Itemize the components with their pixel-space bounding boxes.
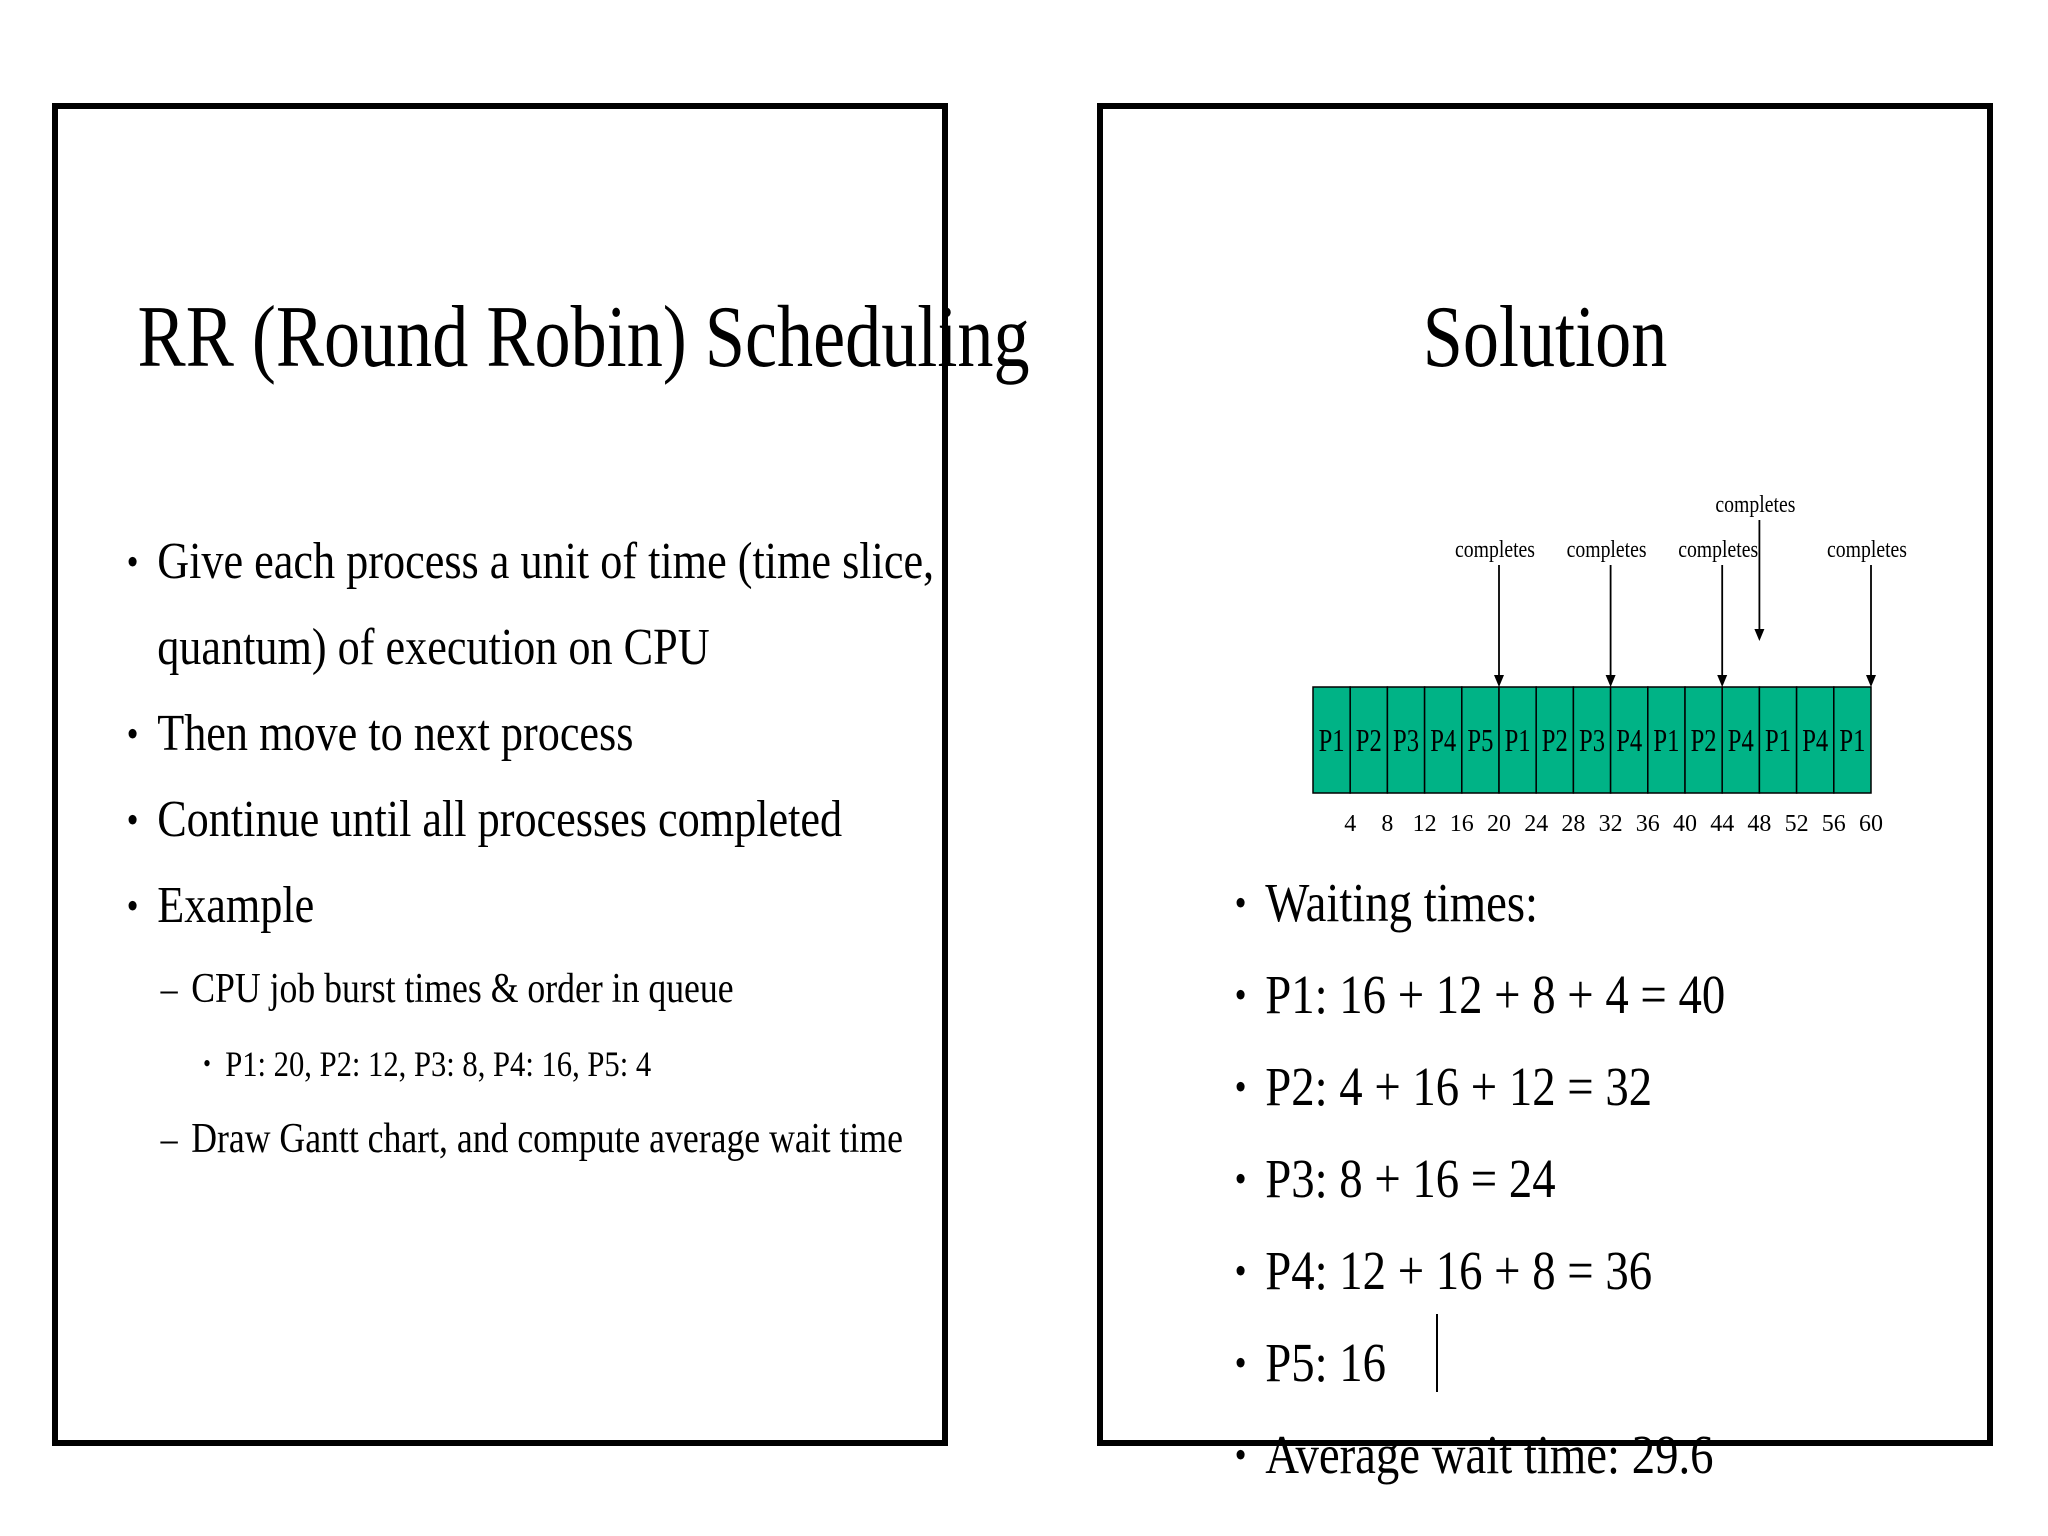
- bullet-item: [130, 519, 935, 691]
- gantt-cell-label: P5: [1467, 722, 1494, 758]
- gantt-cell-label: P4: [1727, 722, 1754, 758]
- gantt-chart: [1213, 409, 1907, 849]
- bullet-item: [1238, 1041, 1833, 1133]
- gantt-tick-label: 12: [1412, 811, 1437, 837]
- bullet-list: [130, 519, 935, 1179]
- gantt-tick-label: 56: [1821, 811, 1846, 837]
- gantt-tick-label: 20: [1487, 811, 1511, 837]
- bullet-line: Example: [157, 877, 315, 934]
- gantt-cell-label: P2: [1690, 722, 1717, 758]
- bullet-line: Waiting times:: [1265, 872, 1539, 933]
- bullet-item: [1238, 949, 1833, 1041]
- completion-label: completes: [1455, 537, 1535, 563]
- gantt-tick-label: 24: [1524, 811, 1549, 837]
- bullet-line: CPU job burst times & order in queue: [191, 966, 734, 1012]
- gantt-cell-label: P2: [1541, 722, 1568, 758]
- text-cursor: [1436, 1314, 1438, 1392]
- bullet-line: P1: 16 + 12 + 8 + 4 = 40: [1265, 964, 1726, 1025]
- gantt-cell-label: P3: [1579, 722, 1605, 758]
- bullet-line: P1: 20, P2: 12, P3: 8, P4: 16, P5: 4: [225, 1044, 652, 1084]
- slide-right: [1097, 103, 1993, 1485]
- gantt-cell-label: P4: [1430, 722, 1457, 758]
- bullet-item: [1238, 1225, 1833, 1317]
- gantt-tick-label: 16: [1449, 811, 1474, 837]
- bullet-item: [1238, 1317, 1833, 1409]
- bullet-item: [1238, 1133, 1833, 1225]
- bullet-item: [130, 691, 793, 777]
- bullet-line: P5: 16: [1265, 1332, 1387, 1393]
- gantt-cell-label: P3: [1393, 722, 1419, 758]
- sub-bullet-item: [130, 949, 793, 1029]
- gantt-tick-label: 48: [1747, 811, 1772, 837]
- bullet-line: quantum) of execution on CPU: [157, 619, 710, 676]
- bullet-item: [130, 777, 843, 863]
- gantt-cell-label: P2: [1355, 722, 1382, 758]
- completion-label: completes: [1827, 537, 1907, 563]
- completion-arrow-head: [1494, 675, 1504, 687]
- bullet-line: Average wait time: 29.6: [1265, 1424, 1714, 1485]
- gantt-tick-label: 8: [1381, 811, 1394, 837]
- bullet-item: [1238, 1409, 1833, 1501]
- bullet-item: [1238, 857, 1833, 949]
- completion-arrow-head: [1606, 675, 1616, 687]
- gantt-cell-label: P1: [1504, 722, 1531, 758]
- bullet-line: • Give each process a unit of time (time slice,: [157, 533, 935, 590]
- bullet-item: [130, 863, 793, 949]
- gantt-cell-label: P1: [1765, 722, 1791, 758]
- gantt-cell-label: P1: [1653, 722, 1680, 758]
- gantt-cell-label: P1: [1318, 722, 1345, 758]
- completion-label: completes: [1678, 537, 1759, 563]
- completion-arrow-head: [1866, 675, 1876, 687]
- slide-title: Solution: [1422, 289, 1668, 386]
- gantt-tick-label: 4: [1344, 811, 1357, 837]
- sub-sub-bullet-item: [130, 1029, 793, 1099]
- completion-label: completes: [1566, 537, 1647, 563]
- solution-bullet-list: [1238, 857, 1938, 1501]
- completion-arrow-head: [1754, 629, 1764, 641]
- bullet-line: Then move to next process: [157, 705, 634, 762]
- gantt-tick-label: 28: [1561, 811, 1586, 837]
- gantt-tick-label: 36: [1635, 811, 1660, 837]
- completion-arrow-head: [1717, 675, 1727, 687]
- gantt-tick-label: 40: [1673, 811, 1697, 837]
- gantt-tick-label: 32: [1598, 811, 1623, 837]
- slide-title: RR (Round Robin) Scheduling: [137, 289, 1030, 386]
- bullet-line: P2: 4 + 16 + 12 = 32: [1265, 1056, 1653, 1117]
- bullet-line: P4: 12 + 16 + 8 = 36: [1265, 1240, 1653, 1301]
- gantt-cell-label: P1: [1839, 722, 1866, 758]
- bullet-line: Draw Gantt chart, and compute average wait time: [191, 1116, 903, 1162]
- sub-bullet-item: [130, 1099, 903, 1179]
- slide-left: [52, 103, 1030, 1446]
- completion-label: completes: [1715, 492, 1796, 518]
- bullet-line: Continue until all processes completed: [157, 791, 843, 848]
- bullet-line: P3: 8 + 16 = 24: [1265, 1148, 1556, 1209]
- gantt-cell-label: P4: [1802, 722, 1829, 758]
- gantt-tick-label: 60: [1859, 811, 1883, 837]
- gantt-tick-label: 44: [1710, 811, 1735, 837]
- gantt-tick-label: 52: [1784, 811, 1809, 837]
- gantt-cell-label: P4: [1616, 722, 1643, 758]
